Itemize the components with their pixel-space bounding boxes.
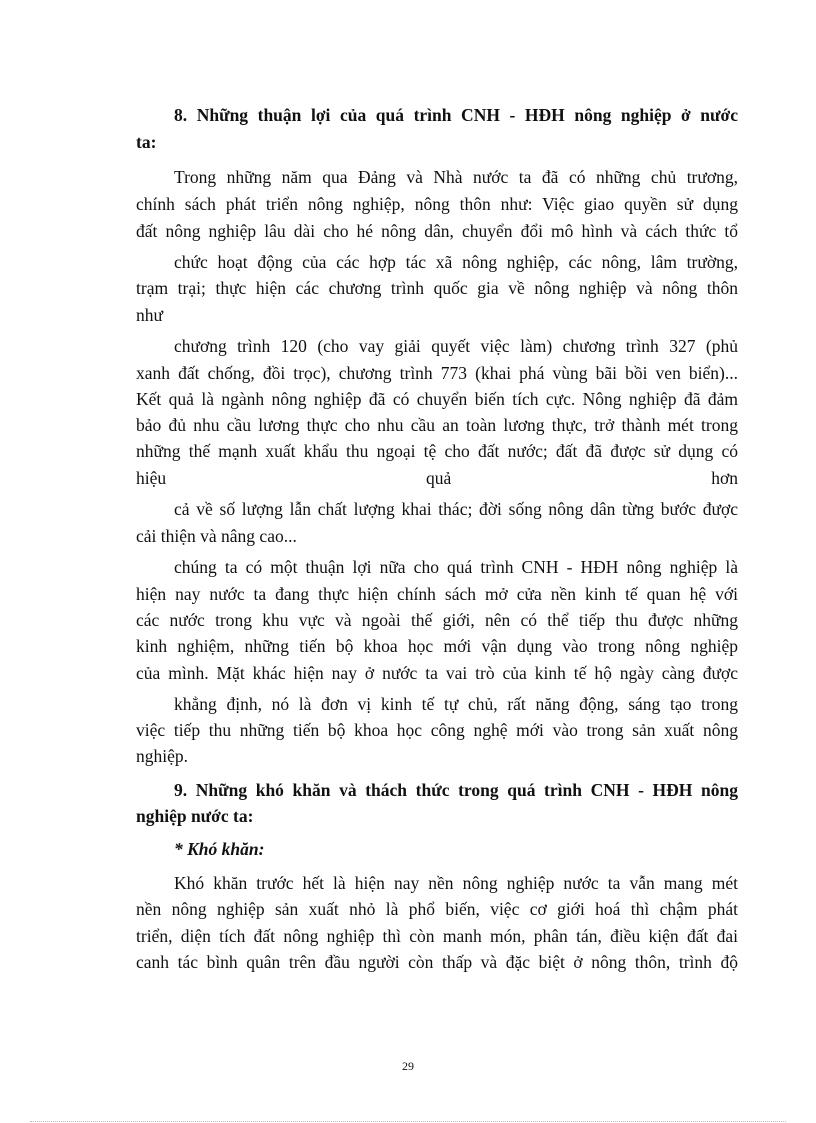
paragraph-3-line-6: hiệu quả hơn <box>136 468 738 488</box>
paragraph-2-line-1: chức hoạt động của các hợp tác xã nông nghiệp, các nông, lâm trường, <box>174 252 738 272</box>
page-number: 29 <box>402 1059 414 1073</box>
paragraph-7-line-1: Khó khăn trước hết là hiện nay nền nông nghiệp nước ta vẫn mang mét <box>174 873 738 893</box>
paragraph-4-line-1: cả về số lượng lẫn chất lượng khai thác; đời sống nông dân từng bước được <box>174 499 738 519</box>
paragraph-1-line-3: đất nông nghiệp lâu dài cho hé nông dân, chuyển đổi mô hình và cách thức tổ <box>136 221 738 241</box>
heading-8-line-1: 8. Những thuận lợi của quá trình CNH - HĐH nông nghiệp ở nước <box>174 105 738 125</box>
paragraph-1-line-1: Trong những năm qua Đảng và Nhà nước ta đã có những chủ trương, <box>174 167 738 187</box>
paragraph-7-line-3: triển, diện tích đất nông nghiệp thì còn manh món, phân tán, điều kiện đất đai <box>136 926 738 946</box>
heading-8-line-2: ta: <box>136 132 157 152</box>
paragraph-5-line-5: của mình. Mặt khác hiện nay ở nước ta vai trò của kinh tế hộ ngày càng được <box>136 663 738 683</box>
paragraph-7-line-4: canh tác bình quân trên đầu người còn thấp và đặc biệt ở nông thôn, trình độ <box>136 952 738 972</box>
paragraph-1-line-2: chính sách phát triển nông nghiệp, nông thôn như: Việc giao quyền sử dụng <box>136 194 738 214</box>
paragraph-3-line-2: xanh đất chống, đồi trọc), chương trình 773 (khai phá vùng bãi bồi ven biển)... <box>136 363 738 383</box>
paragraph-3-line-3: Kết quả là ngành nông nghiệp đã có chuyển biến tích cực. Nông nghiệp đã đảm <box>136 389 738 409</box>
paragraph-3-line-4: bảo đủ nhu cầu lương thực cho nhu cầu an toàn lương thực, trở thành mét trong <box>136 415 738 435</box>
paragraph-5-line-4: kinh nghiệm, những tiến bộ khoa học mới vận dụng vào trong nông nghiệp <box>136 636 738 656</box>
paragraph-3-line-5: những thế mạnh xuất khẩu thu ngoại tệ cho đất nước; đất đã được sử dụng có <box>136 441 738 461</box>
paragraph-2-line-2: trạm trại; thực hiện các chương trình quốc gia về nông nghiệp và nông thôn <box>136 278 738 298</box>
paragraph-7-line-2: nền nông nghiệp sản xuất nhỏ là phổ biến, việc cơ giới hoá thì chậm phát <box>136 899 738 919</box>
paragraph-5-line-1: chúng ta có một thuận lợi nữa cho quá trình CNH - HĐH nông nghiệp là <box>174 557 738 577</box>
page-bottom-divider <box>30 1121 786 1122</box>
heading-9-line-1: 9. Những khó khăn và thách thức trong quá trình CNH - HĐH nông <box>174 780 738 800</box>
paragraph-2-line-3: như <box>136 305 163 325</box>
paragraph-5-line-2: hiện nay nước ta đang thực hiện chính sách mở cửa nền kinh tế quan hệ với <box>136 584 738 604</box>
paragraph-6-line-3: nghiệp. <box>136 746 189 766</box>
paragraph-3-line-1: chương trình 120 (cho vay giải quyết việc làm) chương trình 327 (phủ <box>174 336 738 356</box>
paragraph-5-line-3: các nước trong khu vực và ngoài thế giới, nên có thể tiếp thu được những <box>136 610 738 630</box>
paragraph-6-line-1: khẳng định, nó là đơn vị kinh tế tự chủ, rất năng động, sáng tạo trong <box>174 694 738 714</box>
paragraph-6-line-2: việc tiếp thu những tiến bộ khoa học công nghệ mới vào trong sản xuất nông <box>136 720 738 740</box>
subheading-kho-khan: * Khó khăn: <box>174 839 265 859</box>
heading-9-line-2: nghiệp nước ta: <box>136 806 254 826</box>
paragraph-4-line-2: cải thiện và nâng cao... <box>136 526 297 546</box>
